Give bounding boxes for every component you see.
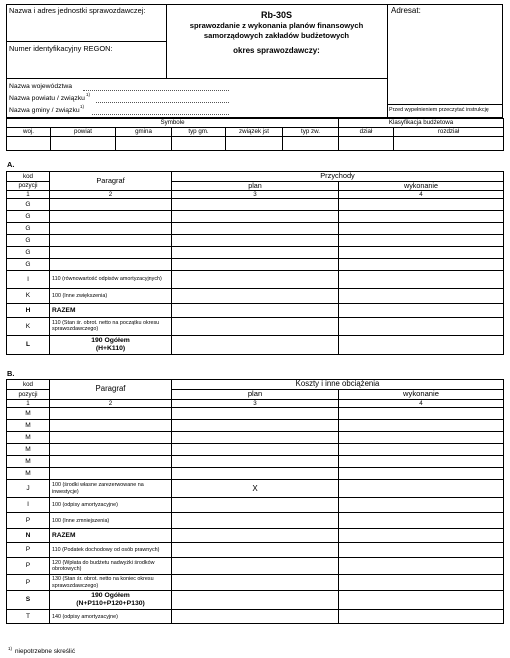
row-paragraph [50,456,172,468]
row-paragraph [50,198,172,210]
row-exec-value[interactable] [339,513,504,529]
table-row [7,222,504,234]
symbol-col-powiat: powiat [51,128,116,137]
b-colnum-1: 1 [7,400,50,408]
a-col-plan: plan [172,181,339,190]
symbol-value-rozdzial[interactable] [394,137,504,151]
footer-footnote-mark: 1) [8,646,13,651]
a-colnum-3: 3 [172,190,339,198]
row-paragraph [50,420,172,432]
row-plan-value[interactable] [172,234,339,246]
row-code: G [7,222,50,234]
row-plan-value[interactable] [172,246,339,258]
row-plan-value[interactable] [172,270,339,288]
row-exec-value[interactable] [339,543,504,558]
row-exec-value[interactable] [339,432,504,444]
table-row [7,456,504,468]
district-footnote-mark: 1) [86,92,91,97]
row-exec-value[interactable] [339,575,504,591]
section-b-letter: B. [7,369,15,378]
a-col-paragraph: Paragraf [50,172,172,191]
header-hline-names [6,78,387,79]
row-plan-value[interactable] [172,303,339,317]
row-exec-value[interactable] [339,420,504,432]
row-code: N [7,529,50,543]
a-colnum-4: 4 [339,190,504,198]
symbol-col-typ-gm: typ gm. [172,128,226,137]
row-plan-value[interactable] [172,222,339,234]
voivodeship-dotted-line [83,90,229,91]
symbol-value-powiat[interactable] [51,137,116,151]
row-paragraph: 110 (Stan śr. obrot. netto na początku okresu sprawozdawczego) [50,317,172,335]
row-plan-value[interactable] [172,335,339,354]
b-colnum-3: 3 [172,400,339,408]
row-paragraph: 100 (Inne zwiększenia) [50,288,172,303]
commune-dotted-line [92,114,229,115]
table-row [7,529,504,543]
row-plan-value[interactable] [172,591,339,610]
row-plan-value[interactable]: X [172,480,339,498]
symbol-value-dzial[interactable] [339,137,394,151]
row-code: M [7,444,50,456]
row-exec-value[interactable] [339,317,504,335]
row-code: M [7,408,50,420]
row-exec-value[interactable] [339,246,504,258]
row-paragraph [50,222,172,234]
header-hline-regon [6,41,166,42]
row-plan-value[interactable] [172,558,339,575]
symbol-col-zwiazek: związek jst [226,128,283,137]
symbol-col-rozdzial: rozdział [394,128,504,137]
table-row [7,317,504,335]
row-code: T [7,610,50,624]
regon-label: Numer identyfikacyjny REGON: [9,44,113,53]
table-row [7,198,504,210]
row-code: G [7,234,50,246]
b-col-paragraph: Paragraf [50,380,172,400]
budget-class-header: Klasyfikacja budżetowa [339,119,504,128]
symbol-value-gmina[interactable] [116,137,172,151]
row-exec-value[interactable] [339,444,504,456]
row-paragraph [50,246,172,258]
row-code: K [7,288,50,303]
row-exec-value[interactable] [339,610,504,624]
district-label: Nazwa powiatu / związku [9,95,85,102]
row-plan-value[interactable] [172,529,339,543]
symbol-value-zwiazek[interactable] [226,137,283,151]
form-code: Rb-30S [260,10,292,20]
row-exec-value[interactable] [339,303,504,317]
table-row [7,288,504,303]
symbols-header: Symbole [7,119,339,128]
row-plan-value[interactable] [172,444,339,456]
row-code: M [7,432,50,444]
row-code: G [7,210,50,222]
row-plan-value[interactable] [172,498,339,513]
form-title-line1: sprawozdanie z wykonania planów finansowych [189,21,364,30]
row-plan-value[interactable] [172,456,339,468]
row-code: G [7,258,50,270]
a-colnum-1: 1 [7,190,50,198]
table-row [7,258,504,270]
b-group-header: Koszty i inne obciążenia [172,380,504,390]
table-row [7,575,504,591]
row-plan-value[interactable] [172,317,339,335]
table-row [7,468,504,480]
table-row [7,408,504,420]
table-row [7,480,504,498]
row-code: G [7,198,50,210]
symbol-col-woj: woj. [7,128,51,137]
row-code: H [7,303,50,317]
row-paragraph [50,408,172,420]
row-exec-value[interactable] [339,468,504,480]
row-code: S [7,591,50,610]
row-exec-value[interactable] [339,335,504,354]
section-a-letter: A. [7,160,15,169]
district-dotted-line [96,102,229,103]
a-col-position: pozycji [7,181,50,190]
row-paragraph [50,432,172,444]
section-b-table [6,379,504,624]
row-plan-value[interactable] [172,468,339,480]
row-paragraph [50,234,172,246]
row-plan-value[interactable] [172,198,339,210]
row-paragraph [50,444,172,456]
header-divider-right [387,4,388,118]
header-hline-instruction [387,104,503,105]
row-code: G [7,246,50,258]
row-paragraph: RAZEM [50,303,172,317]
row-paragraph: 190 Ogółem (H+K110) [50,335,172,354]
row-paragraph: 190 Ogółem (N+P110+P120+P130) [50,591,172,610]
row-code: I [7,270,50,288]
row-code: I [7,498,50,513]
table-row [7,543,504,558]
table-row [7,432,504,444]
a-col-code: kod [7,172,50,182]
commune-label: Nazwa gminy / związku [9,107,80,114]
period-label: okres sprawozdawczy: [233,46,320,55]
row-paragraph: RAZEM [50,529,172,543]
b-colnum-2: 2 [50,400,172,408]
row-plan-value[interactable] [172,210,339,222]
table-row [7,444,504,456]
row-plan-value[interactable] [172,513,339,529]
row-code: P [7,543,50,558]
row-plan-value[interactable] [172,575,339,591]
row-code: P [7,558,50,575]
row-code: M [7,468,50,480]
row-paragraph: 100 (Inne zmniejszenia) [50,513,172,529]
row-exec-value[interactable] [339,456,504,468]
symbol-value-typ-gm[interactable] [172,137,226,151]
commune-footnote-mark: 1) [80,104,85,109]
row-paragraph: 100 (odpisy amortyzacyjne) [50,498,172,513]
b-col-exec: wykonanie [339,390,504,400]
row-exec-value[interactable] [339,210,504,222]
row-exec-value[interactable] [339,529,504,543]
form-title-line2: samorządowych zakładów budżetowych [203,31,350,40]
row-plan-value[interactable] [172,543,339,558]
b-col-plan: plan [172,390,339,400]
row-paragraph [50,258,172,270]
row-plan-value[interactable] [172,420,339,432]
table-row [7,420,504,432]
row-exec-value[interactable] [339,234,504,246]
symbol-value-typ-zw[interactable] [283,137,339,151]
row-exec-value[interactable] [339,408,504,420]
row-exec-value[interactable] [339,480,504,498]
row-exec-value[interactable] [339,222,504,234]
a-col-exec: wykonanie [339,181,504,190]
row-code: L [7,335,50,354]
symbol-col-typ-zw: typ zw. [283,128,339,137]
row-code: P [7,575,50,591]
a-group-header: Przychody [172,172,504,182]
voivodeship-label: Nazwa województwa [9,83,73,90]
row-exec-value[interactable] [339,498,504,513]
row-plan-value[interactable] [172,432,339,444]
symbol-col-gmina: gmina [116,128,172,137]
row-plan-value[interactable] [172,258,339,270]
row-code: M [7,420,50,432]
row-exec-value[interactable] [339,258,504,270]
b-col-position: pozycji [7,390,50,400]
row-paragraph: 130 (Stan śr. obrot. netto na koniec okresu sprawozdawczego) [50,575,172,591]
table-row [7,335,504,354]
addressee-label: Adresat: [391,6,421,15]
row-exec-value[interactable] [339,198,504,210]
row-exec-value[interactable] [339,591,504,610]
row-plan-value[interactable] [172,408,339,420]
symbol-value-woj[interactable] [7,137,51,151]
b-col-code: kod [7,380,50,390]
row-exec-value[interactable] [339,270,504,288]
row-paragraph: 140 (odpisy amortyzacyjne) [50,610,172,624]
symbol-col-dzial: dział [339,128,394,137]
footer-footnote-text: niepotrzebne skreślić [15,648,76,655]
table-row [7,610,504,624]
table-row [7,270,504,288]
row-paragraph: 110 (równowartość odpisów amortyzacyjnych) [50,270,172,288]
a-colnum-2: 2 [50,190,172,198]
table-row [7,558,504,575]
unit-name-label: Nazwa i adres jednostki sprawozdawczej: [9,6,146,15]
row-code: M [7,456,50,468]
table-row [7,513,504,529]
row-plan-value[interactable] [172,610,339,624]
table-row [7,498,504,513]
row-code: J [7,480,50,498]
table-row [7,234,504,246]
row-exec-value[interactable] [339,558,504,575]
row-code: K [7,317,50,335]
b-colnum-4: 4 [339,400,504,408]
row-exec-value[interactable] [339,288,504,303]
symbols-table [6,118,504,151]
table-row [7,210,504,222]
instruction-note: Przed wypełnieniem przeczytać instrukcję [389,107,489,113]
row-paragraph [50,210,172,222]
row-plan-value[interactable] [172,288,339,303]
row-paragraph [50,468,172,480]
row-paragraph: 110 (Podatek dochodowy od osób prawnych) [50,543,172,558]
table-row [7,246,504,258]
section-a-table [6,171,504,355]
table-row [7,303,504,317]
row-paragraph: 120 (Wpłata do budżetu nadwyżki środków obrotowych) [50,558,172,575]
table-row [7,591,504,610]
row-paragraph: 100 (środki własne zarezerwowane na inwestycje) [50,480,172,498]
row-code: P [7,513,50,529]
